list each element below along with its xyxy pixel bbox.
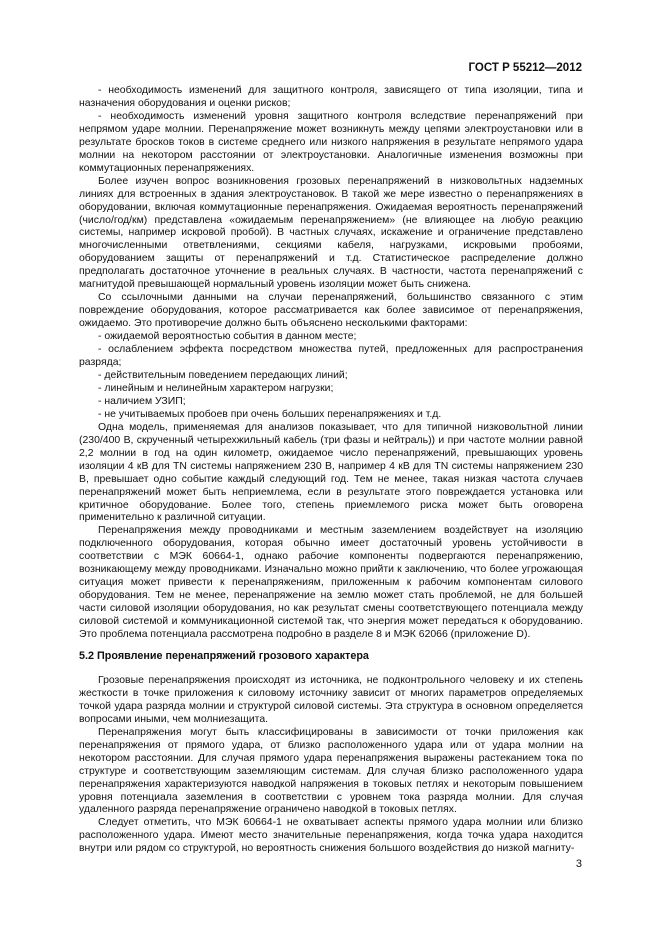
document-id-header: ГОСТ Р 55212—2012 xyxy=(468,62,582,74)
paragraph: Грозовые перенапряжения происходят из источника, не подконтрольного человеку и их степень жесткости в точке приложения к силовому источнику зависит от многих параметров определяемых точкой удара разряда молнии и структурой силовой системы. Эта структура в основном определяется вопросами иными, чем молниезащита. xyxy=(79,674,583,725)
paragraph: Одна модель, применяемая для анализов показывает, что для типичной низковольтной линии (230/400 В, скрученный четырехжильный кабель (три фазы и нейтраль)) и при частоте молнии равной 2,2 молнии в год на один километр, ожидаемое число перенапряжений, превышающих уровень изоляции 4 кВ для TN системы напряжением 230 В, например 4 кВ для TN системы напряжением 230 В, превышает одно событие каждый следующий год. Тем не менее, такая низкая частота случаев перенапряжений может быть неприемлема, если в результате этого повреждается установка или критичное оборудование. Более того, степень приемлемого риска может быть оговорена применительно к различной ситуации. xyxy=(79,421,583,524)
paragraph: - необходимость изменений уровня защитного контроля вследствие перенапряжений при непрямом ударе молнии. Перенапряжение может возникнуть между цепями электроустановки или в результате бросков токов в системе среднего или низкого напряжения в результате непрямого удара молнии на некотором расстоянии от электроустановки. Аналогичные изменения возможны при коммутационных перенапряжениях. xyxy=(79,110,583,174)
list-item: - действительным поведением передающих линий; xyxy=(98,369,348,381)
page-number: 3 xyxy=(575,858,582,870)
paragraph: Перенапряжения могут быть классифицированы в зависимости от точки приложения как перенапряжения от прямого удара, от близко расположенного удара или от удара молнии на некотором расстоянии. Для случая прямого удара перенапряжения выражены растеканием тока по структуре и соответствующим заземляющим системам. Для случая близко расположенного удара перенапряжения характеризуются наводкой напряжения в токовых петлях и некоторым повышением уровня потенциала заземления в соответствии с уровнем тока разряда молнии. Для случая удаленного разряда перенапряжение ограничено наводкой в токовых петлях. xyxy=(79,726,583,816)
list-item: - наличием УЗИП; xyxy=(98,395,186,407)
list-item: - ожидаемой вероятностью события в данном месте; xyxy=(98,331,357,343)
paragraph: - необходимость изменений для защитного контроля, зависящего от типа изоляции, типа и назначения оборудования и оценки рисков; xyxy=(79,85,583,109)
paragraph: Следует отметить, что МЭК 60664-1 не охватывает аспекты прямого удара молнии или близко расположенного удара. Имеют место значительные перенапряжения, когда точка удара находится внутри или рядом со структурой, но вероятность снижения большого воздействия до низкой магниту- xyxy=(79,817,583,855)
paragraph: Более изучен вопрос возникновения грозовых перенапряжений в низковольтных надземных линиях для встроенных в здания электроустановок. В такой же мере известно о перенапряжениях в оборудовании, включая коммутационные перенапряжения. Ожидаемая вероятность перенапряжений (число/год/км) представлена «ожидаемым перенапряжением» (не влияющее на любую реакцию системы, например искровой пробой). В частных случаях, искажение и ограничение представлено многочисленными ответвлениями, секциями кабеля, нагрузками, искровыми пробоями, оборудованием защиты от перенапряжений и т.д. Статистическое распределение должно предполагать достаточное уточнение в реальных случаях. В частности, частота перенапряжений с магнитудой превышающей нормальный уровень изоляции может быть снижена. xyxy=(79,175,583,291)
top-paragraphs xyxy=(79,85,583,642)
section-heading: 5.2 Проявление перенапряжений грозового характера xyxy=(79,649,369,662)
document-body xyxy=(79,85,583,856)
bottom-paragraphs xyxy=(79,675,583,856)
paragraph: Перенапряжения между проводниками и местным заземлением воздействует на изоляцию подключенного оборудования, которая обычно имеет достаточный уровень устойчивости в соответствии с МЭК 60664-1, однако рабочие компоненты подвергаются перенапряжению, возникающему между проводниками. Изначально можно прийти к заключению, что более угрожающая ситуация может привести к перенапряжениям, приложенным к рабочим компонентам силового оборудования. Тем не менее, перенапряжение на землю может стать проблемой, не для большей части силовой изоляции оборудования, но как результат смены соответствующего потенциала между силовой системой и коммуникационной системой так, что энергия может передаться к оборудованию. Это проблема потенциала рассмотрена подробно в разделе 8 и МЭК 62066 (приложение D). xyxy=(79,525,583,641)
paragraph: Со ссылочными данными на случаи перенапряжений, большинство связанного с этим повреждение оборудования, которое рассматривается как более зависимое от перенапряжения, ожидаемо. Это противоречие должно быть объяснено несколькими факторами: xyxy=(79,292,583,330)
list-item: - не учитываемых пробоев при очень больших перенапряжениях и т.д. xyxy=(98,408,442,420)
list-item: - ослаблением эффекта посредством множества путей, предложенных для распространения разряда; xyxy=(79,344,583,369)
list-item: - линейным и нелинейным характером нагрузки; xyxy=(98,382,334,394)
